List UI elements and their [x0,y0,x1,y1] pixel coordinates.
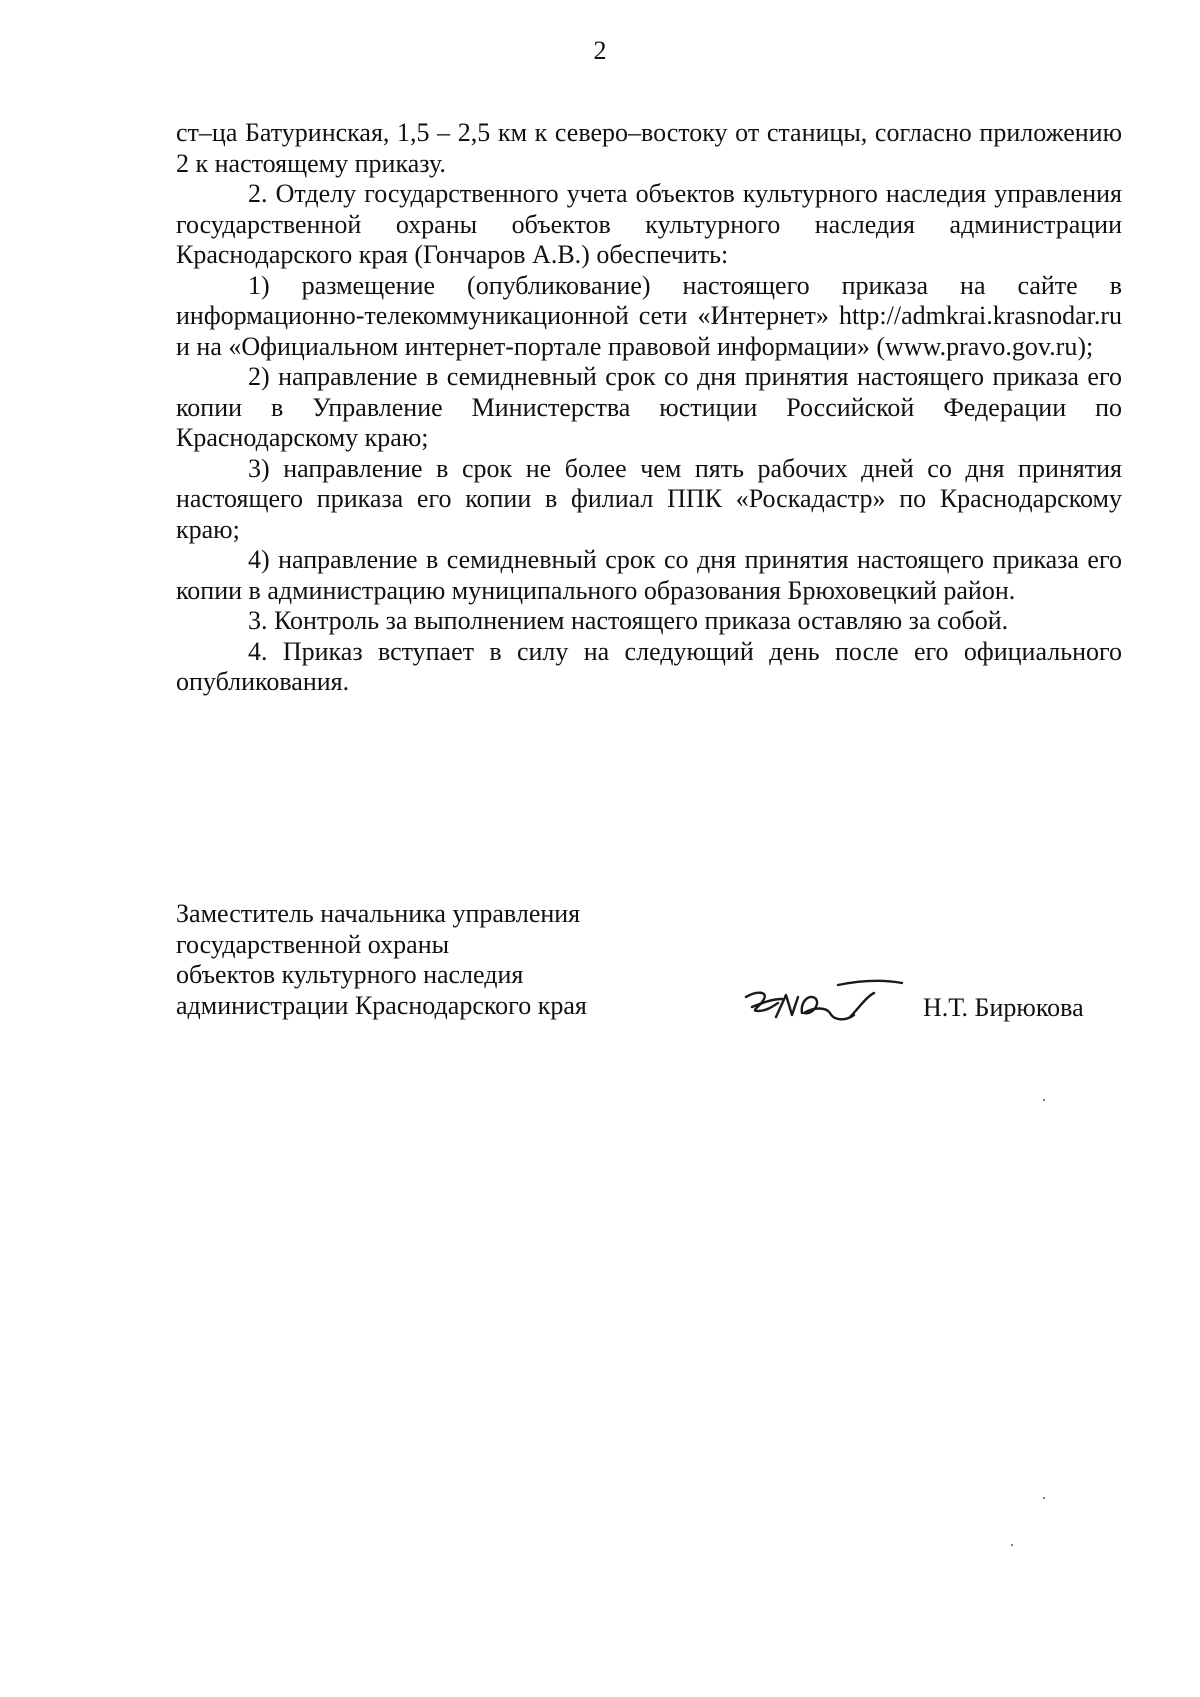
signatory-position [176,899,587,1021]
scan-artifact [1011,1544,1013,1546]
document-body [176,118,1122,698]
paragraph-item-4: 4. Приказ вступает в силу на следующий день после его официального опубликования. [176,636,1122,696]
handwritten-signature-icon [742,977,910,1035]
paragraph-continuation: ст–ца Батуринская, 1,5 – 2,5 км к северо–востоку от станицы, согласно приложению 2 к настоящему приказу. [176,118,1122,178]
paragraph-subitem-4: 4) направление в семидневный срок со дня принятия настоящего приказа его копии в администрацию муниципального образования Брюховецкий район. [176,545,1122,605]
signatory-position-line: администрации Краснодарского края [176,990,587,1020]
page-number: 2 [593,36,607,65]
paragraph-subitem-3: 3) направление в срок не более чем пять рабочих дней со дня принятия настоящего приказа его копии в филиал ППК «Роскадастр» по Краснодарскому краю; [176,453,1122,544]
scan-artifact [1043,1099,1045,1101]
scan-artifact [1043,1497,1045,1499]
signatory-position-line: Заместитель начальника управления [176,899,581,928]
signatory-position-line: государственной охраны [176,929,450,959]
paragraph-subitem-1: 1) размещение (опубликование) настоящего приказа на сайте в информационно-телекоммуникационной сети «Интернет» http://admkrai.krasnodar.ru и на «Официальном интернет-портале правовой информации» (www.pravo.gov.ru); [176,270,1122,361]
signatory-name: Н.Т. Бирюкова [923,993,1084,1022]
paragraph-item-3: 3. Контроль за выполнением настоящего приказа оставляю за собой. [248,606,1009,635]
paragraph-item-2: 2. Отделу государственного учета объектов культурного наследия управления государственной охраны объектов культурного наследия администрации Краснодарского края (Гончаров А.В.) обеспечить: [176,179,1122,269]
paragraph-subitem-2: 2) направление в семидневный срок со дня принятия настоящего приказа его копии в Управление Министерства юстиции Российской Федерации по Краснодарскому краю; [176,362,1122,452]
signatory-position-line: объектов культурного наследия [176,960,524,989]
